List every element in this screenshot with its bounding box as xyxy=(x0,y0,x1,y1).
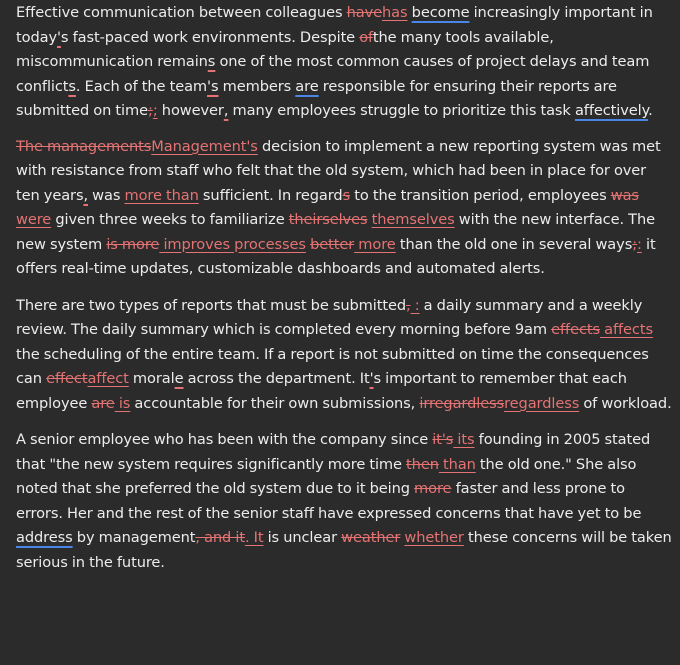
text-run: one of the most common causes of project delays and team conflict xyxy=(16,53,650,95)
deletion-mark: of xyxy=(359,28,373,46)
text-run: a daily summary and a weekly review. The daily summary which is completed every morning before 9am xyxy=(16,296,643,338)
text-run: s important to remember that each employee xyxy=(16,370,627,412)
paragraph-1[interactable] xyxy=(16,1,672,124)
deletion-mark: it's xyxy=(432,431,454,448)
deletion-mark: was xyxy=(610,186,639,204)
deletion-mark: , and it xyxy=(195,529,245,546)
text-run: accountable for their own submissions, xyxy=(130,394,420,412)
text-run: is unclear xyxy=(263,529,342,546)
insertion-mark: more than xyxy=(124,186,199,204)
text-run: faster and less prone to errors. Her and the rest of the senior staff have expressed concerns that have yet to be xyxy=(16,480,642,522)
insertion-mark: Management's xyxy=(151,137,258,155)
revision-mark: s xyxy=(207,53,216,70)
revision-mark: , xyxy=(83,186,88,204)
text-run: Effective communication between colleagues xyxy=(16,4,347,21)
grammar-flag: affectively xyxy=(574,102,649,119)
grammar-flag: are xyxy=(295,77,319,95)
text-run: . Each of the team xyxy=(75,77,208,95)
text-run: members xyxy=(218,77,296,95)
text-run: the scheduling of the entire team. If a report is not submitted on time the consequences can xyxy=(16,345,649,387)
deletion-mark: , xyxy=(406,296,411,314)
text-run: with the new interface. The new system xyxy=(16,211,655,253)
text-run: many employees struggle to prioritize this task xyxy=(228,102,575,119)
insertion-mark: improves processes xyxy=(159,235,306,253)
insertion-mark: : xyxy=(410,296,420,314)
insertion-mark: affects xyxy=(600,321,653,338)
text-run: moral xyxy=(128,370,175,387)
text-run: to the transition period, employees xyxy=(350,186,611,204)
text-run: increasingly important in today xyxy=(16,4,653,46)
text-run: There are two types of reports that must be submitted xyxy=(16,296,407,314)
deletion-mark: effects xyxy=(551,321,600,338)
text-run: the many tools available, miscommunication remain xyxy=(16,28,554,70)
insertion-mark: than xyxy=(438,455,476,473)
text-run: however xyxy=(157,102,224,119)
text-run: was xyxy=(88,186,125,204)
deletion-mark: then xyxy=(406,455,439,473)
insertion-mark: more xyxy=(354,235,396,253)
deletion-mark: is more xyxy=(106,235,160,253)
text-run: these concerns will be taken serious in the future. xyxy=(16,529,672,571)
insertion-mark: themselves xyxy=(371,211,455,228)
deletion-mark: effect xyxy=(46,370,88,387)
insertion-mark: its xyxy=(453,431,475,448)
paragraph-3[interactable] xyxy=(16,294,672,417)
grammar-flag: address xyxy=(16,529,73,546)
revision-mark: ' xyxy=(57,28,61,46)
text-run: decision to implement a new reporting system was met with resistance from staff who felt that the old system, which had been in place for over ten years xyxy=(16,137,661,204)
deletion-mark: have xyxy=(346,4,383,21)
deletion-mark: are xyxy=(91,394,115,412)
text-run: across the department. It xyxy=(183,370,370,387)
grammar-flag: become xyxy=(411,4,470,21)
text-run: A senior employee who has been with the company since xyxy=(16,431,433,448)
text-run: responsible for ensuring their reports are submitted on time xyxy=(16,77,617,119)
deletion-mark: s xyxy=(342,186,351,204)
text-run: the old one." She also noted that she preferred the old system due to it being xyxy=(16,455,637,497)
text-run: s fast-paced work environments. Despite xyxy=(60,28,360,46)
revision-mark: e xyxy=(174,370,184,387)
insertion-mark: affect xyxy=(87,370,129,387)
text-run: it offers real-time updates, customizable dashboards and automated alerts. xyxy=(16,235,656,277)
revision-mark: , xyxy=(223,102,229,119)
text-run: of workload. xyxy=(579,394,672,412)
deletion-mark: theirselves xyxy=(288,211,368,228)
insertion-mark: is xyxy=(114,394,131,412)
insertion-mark: regardless xyxy=(504,394,580,412)
deletion-mark: weather xyxy=(341,529,401,546)
text-run: . xyxy=(648,102,653,119)
revision-mark: ' xyxy=(369,370,374,387)
insertion-mark: were xyxy=(16,211,52,228)
insertion-mark: whether xyxy=(404,529,464,546)
insertion-mark: : xyxy=(637,235,642,253)
deletion-mark: The managements xyxy=(16,137,152,155)
paragraph-4[interactable] xyxy=(16,428,672,575)
insertion-mark: has xyxy=(382,4,408,21)
deletion-mark: irregardless xyxy=(419,394,505,412)
deletion-mark: more xyxy=(414,480,452,497)
text-run: sufficient. In regard xyxy=(198,186,343,204)
deletion-mark: ; xyxy=(632,235,638,253)
deletion-mark: better xyxy=(310,235,355,253)
text-run: than the old one in several ways xyxy=(395,235,633,253)
revision-mark: 's xyxy=(207,77,219,95)
text-run: given three weeks to familiarize xyxy=(51,211,289,228)
insertion-mark: ; xyxy=(152,102,158,119)
insertion-mark: . It xyxy=(244,529,264,546)
deletion-mark: ; xyxy=(148,102,153,119)
revision-mark: s xyxy=(68,77,76,95)
text-run: founding in 2005 stated that "the new system requires significantly more time xyxy=(16,431,651,473)
text-run: by management xyxy=(72,529,196,546)
paragraph-2[interactable] xyxy=(16,135,672,282)
